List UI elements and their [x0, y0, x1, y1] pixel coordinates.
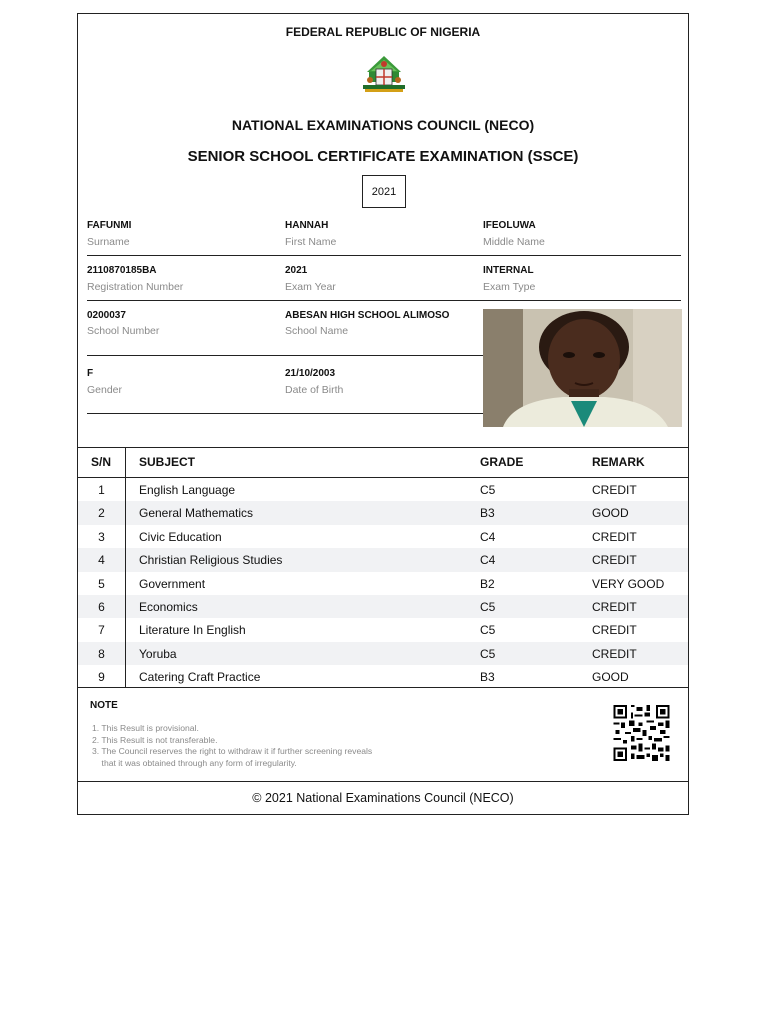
surname-value: FAFUNMI — [87, 220, 132, 231]
remark-cell: GOOD — [592, 670, 629, 685]
sn-cell: 9 — [98, 670, 105, 685]
grade-cell: C5 — [480, 483, 496, 497]
coat-of-arms-icon — [357, 54, 411, 96]
remark-cell: CREDIT — [592, 483, 637, 497]
table-row — [78, 595, 688, 618]
school-number-value: 0200037 — [87, 310, 126, 321]
sn-cell: 5 — [98, 576, 105, 591]
table-row — [78, 665, 688, 688]
table-row — [78, 478, 688, 501]
table-row — [78, 642, 688, 665]
subject-cell: English Language — [139, 483, 236, 497]
table-row — [78, 548, 688, 571]
remark-cell: CREDIT — [592, 553, 637, 568]
school-name-label: School Name — [285, 325, 349, 337]
grade-cell: C5 — [480, 600, 496, 614]
table-row — [78, 618, 688, 641]
table-row — [78, 501, 688, 524]
exam-type-value: INTERNAL — [483, 265, 534, 276]
footer-copyright: © 2021 National Examinations Council (NECO) — [252, 791, 514, 805]
note-item: that it was obtained through any form of irregularity. — [92, 757, 297, 768]
dob-value: 21/10/2003 — [285, 368, 336, 379]
remark-cell: VERY GOOD — [592, 576, 665, 591]
subject-cell: Government — [139, 576, 206, 591]
remark-cell: CREDIT — [592, 529, 637, 544]
note-title: NOTE — [90, 700, 118, 711]
col-header-grade: GRADE — [480, 455, 524, 469]
col-header-subject: SUBJECT — [139, 455, 196, 469]
exam-title: SENIOR SCHOOL CERTIFICATE EXAMINATION (SSCE) — [187, 148, 579, 165]
subject-cell: Yoruba — [139, 646, 177, 661]
gender-value: F — [87, 368, 94, 379]
divider — [87, 300, 681, 301]
sn-cell: 7 — [98, 623, 105, 638]
grade-cell: C5 — [480, 623, 496, 638]
qr-code-icon — [612, 705, 671, 761]
divider — [87, 355, 483, 356]
middle-name-label: Middle Name — [483, 236, 545, 248]
subject-cell: Economics — [139, 600, 198, 614]
school-name-value: ABESAN HIGH SCHOOL ALIMOSO — [285, 310, 450, 321]
divider — [87, 413, 483, 414]
remark-cell: CREDIT — [592, 600, 637, 614]
gender-label: Gender — [87, 384, 123, 396]
col-header-remark: REMARK — [592, 455, 645, 469]
subject-cell: Civic Education — [139, 529, 222, 544]
subject-cell: Literature In English — [139, 623, 246, 638]
reg-number-value: 2110870185BA — [87, 265, 157, 276]
sn-cell: 4 — [98, 553, 105, 568]
grade-cell: C4 — [480, 529, 496, 544]
country-title: FEDERAL REPUBLIC OF NIGERIA — [285, 25, 481, 39]
column-divider — [125, 447, 126, 688]
grade-cell: B2 — [480, 576, 495, 591]
grade-cell: C4 — [480, 553, 496, 568]
sn-cell: 8 — [98, 646, 105, 661]
sn-cell: 2 — [98, 506, 105, 521]
remark-cell: CREDIT — [592, 623, 637, 638]
note-item: 2. This Result is not transferable. — [92, 734, 218, 745]
table-border — [78, 447, 688, 448]
subject-cell: Christian Religious Studies — [139, 553, 283, 568]
first-name-value: HANNAH — [285, 220, 329, 231]
surname-label: Surname — [87, 236, 130, 248]
remark-cell: GOOD — [592, 506, 629, 521]
note-item: 3. The Council reserves the right to withdraw it if further screening reveals — [92, 746, 373, 756]
note-item: 1. This Result is provisional. — [92, 723, 199, 733]
exam-year-value: 2021 — [285, 265, 308, 276]
exam-year-label: Exam Year — [285, 281, 336, 293]
dob-label: Date of Birth — [285, 384, 344, 396]
sn-cell: 6 — [98, 600, 105, 614]
exam-type-label: Exam Type — [483, 281, 536, 293]
sn-cell: 1 — [98, 483, 105, 497]
result-slip — [77, 13, 689, 815]
grade-cell: B3 — [480, 670, 495, 685]
subject-cell: General Mathematics — [139, 506, 254, 521]
grade-cell: B3 — [480, 506, 495, 521]
sn-cell: 3 — [98, 529, 105, 544]
col-header-sn: S/N — [91, 455, 112, 469]
subject-cell: Catering Craft Practice — [139, 670, 261, 685]
grade-cell: C5 — [480, 646, 496, 661]
table-border — [78, 687, 688, 688]
middle-name-value: IFEOLUWA — [483, 220, 536, 231]
table-row — [78, 525, 688, 548]
school-number-label: School Number — [87, 325, 160, 337]
note-list — [92, 723, 372, 769]
footer-divider — [78, 781, 688, 782]
candidate-photo — [483, 309, 682, 427]
council-title: NATIONAL EXAMINATIONS COUNCIL (NECO) — [231, 117, 535, 133]
first-name-label: First Name — [285, 236, 337, 248]
table-row — [78, 572, 688, 595]
exam-year-box: 2021 — [362, 175, 406, 208]
remark-cell: CREDIT — [592, 646, 637, 661]
divider — [87, 255, 681, 256]
reg-number-label: Registration Number — [87, 281, 184, 293]
